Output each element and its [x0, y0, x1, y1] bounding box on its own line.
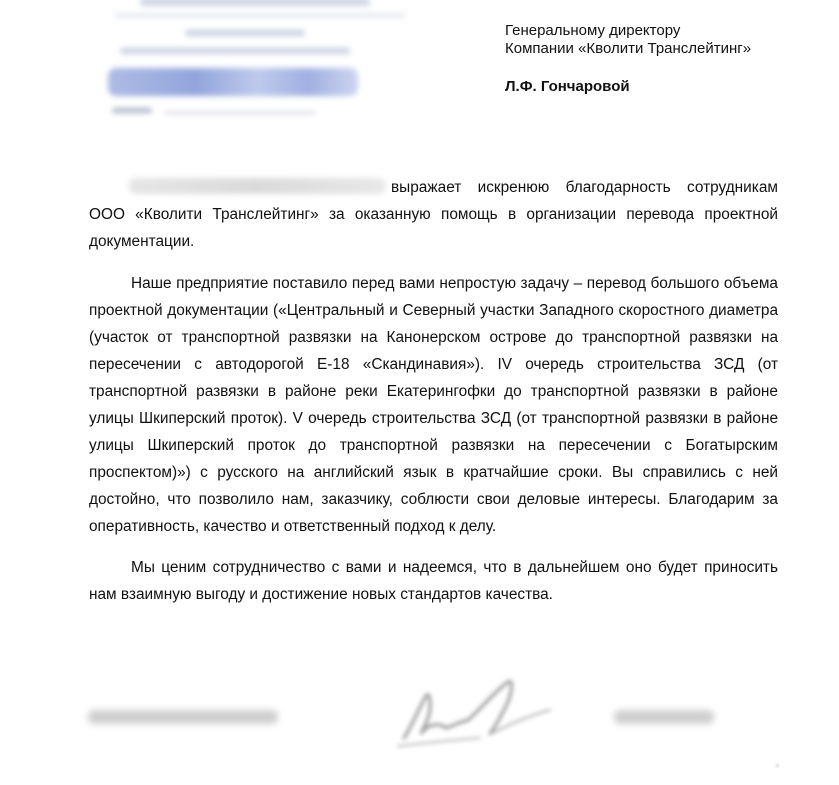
letterhead-line — [185, 30, 305, 36]
signatory-name-redacted — [614, 710, 714, 724]
addressee-block — [505, 22, 825, 96]
letterhead-line — [112, 108, 152, 113]
letterhead-rule — [115, 14, 405, 17]
addressee-name: Л.Ф. Гончаровой — [505, 78, 630, 95]
paragraph-cooperation: Мы ценим сотрудничество с вами и надеемся, что в дальнейшем оно будет приносить нам взаимную выгоду и достижение новых стандартов качества. — [89, 559, 778, 603]
paragraph-task: Наше предприятие поставило перед вами непростую задачу – перевод большого объема проектной документации («Центральный и Северный участки Западного скоростного диаметра (участок от транспортной развязки на Канонерском острове до транспортной развязки на пересечении с автодорогой Е-18 «Скандинавия»). IV очередь строительства ЗСД (от транспортной развязки в районе реки Екатерингофки до транспортной развязки в районе улицы Шкиперский проток). V очередь строительства ЗСД (от транспортной развязки в районе улицы Шкиперский проток до транспортной развязки на пересечении с Богатырским проспектом)») с русского на английский язык в кратчайшие сроки. Вы справились с ней достойно, что позволило нам, заказчику, соблюсти свои деловые интересы. Благодарим за оперативность, качество и ответственный подход к делу. — [89, 275, 778, 535]
letterhead-line — [140, 0, 370, 6]
addressee-position: Генеральному директору — [505, 22, 681, 39]
handwritten-signature — [390, 666, 560, 756]
letter-body — [89, 174, 778, 622]
paragraph-gratitude-text: выражает искренюю благодарность сотрудникам ООО «Кволити Транслейтинг» за оказанную помощь в организации перевода проектной документации. — [89, 179, 778, 250]
signatory-title-redacted — [88, 710, 278, 724]
registration-stamp — [108, 68, 358, 96]
letterhead-line — [120, 48, 350, 54]
letterhead-rule — [165, 112, 315, 114]
signature-footer — [0, 660, 839, 770]
scan-artifact — [776, 764, 779, 767]
paragraph-gratitude — [89, 174, 778, 255]
letterhead-redacted — [100, 0, 420, 130]
addressee-company: Компании «Кволити Транслейтинг» — [505, 40, 752, 57]
redacted-company-name — [129, 178, 385, 194]
